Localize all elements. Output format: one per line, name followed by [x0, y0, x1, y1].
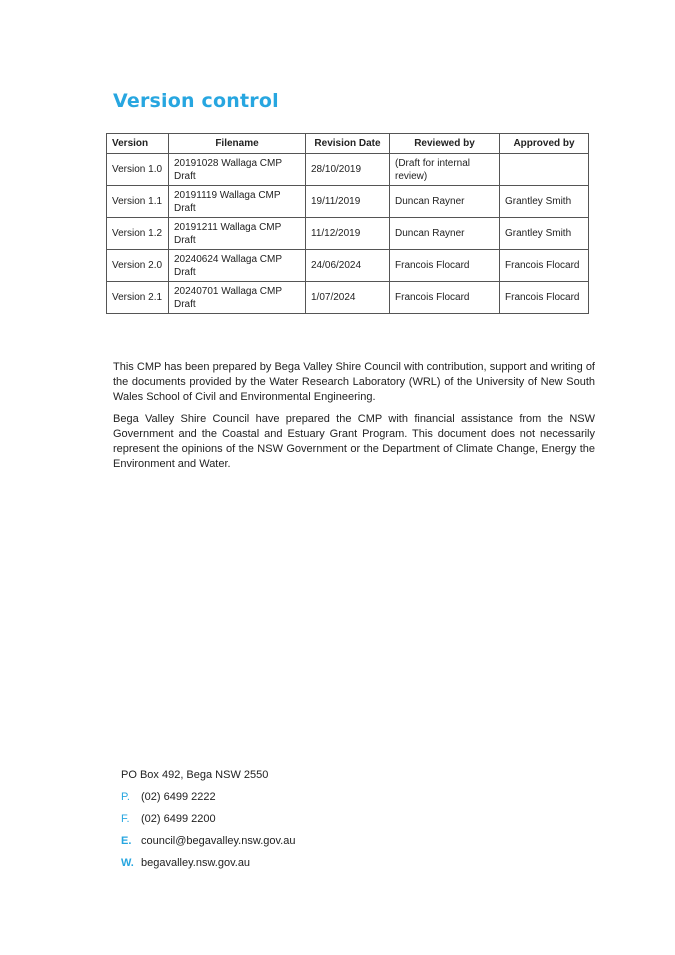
cell-reviewed-by: (Draft for internal review): [390, 154, 500, 186]
cell-version: Version 2.1: [107, 282, 169, 314]
table-row: [107, 218, 589, 250]
postal-address: PO Box 492, Bega NSW 2550: [121, 769, 269, 781]
cell-filename: 20191119 Wallaga CMP Draft: [169, 186, 306, 218]
cell-reviewed-by: Duncan Rayner: [390, 186, 500, 218]
header-reviewed-by: Reviewed by: [390, 134, 500, 154]
cell-version: Version 1.1: [107, 186, 169, 218]
cell-approved-by: [500, 154, 589, 186]
body-text: [113, 360, 595, 479]
email-address: council@begavalley.nsw.gov.au: [141, 835, 296, 847]
cell-approved-by: Grantley Smith: [500, 218, 589, 250]
cell-reviewed-by: Francois Flocard: [390, 250, 500, 282]
email-row: [121, 830, 295, 852]
fax-prefix: F.: [121, 813, 130, 825]
email-prefix: E.: [121, 835, 132, 847]
header-approved-by: Approved by: [500, 134, 589, 154]
cell-reviewed-by: Duncan Rayner: [390, 218, 500, 250]
contact-block: [121, 764, 295, 874]
cell-approved-by: Francois Flocard: [500, 250, 589, 282]
cell-revision-date: 24/06/2024: [306, 250, 390, 282]
cell-version: Version 2.0: [107, 250, 169, 282]
cell-filename: 20191211 Wallaga CMP Draft: [169, 218, 306, 250]
web-row: [121, 852, 295, 874]
table-row: [107, 250, 589, 282]
fax-row: [121, 808, 295, 830]
cell-reviewed-by: Francois Flocard: [390, 282, 500, 314]
paragraph: Bega Valley Shire Council have prepared the CMP with financial assistance from the NSW Government and the Coastal and Estuary Grant Program. This document does not necessarily represent the opinions of the NSW Government or the Department of Climate Change, Energy the Environment and Water.: [113, 413, 595, 470]
cell-revision-date: 19/11/2019: [306, 186, 390, 218]
table-row: [107, 154, 589, 186]
phone-prefix: P.: [121, 791, 130, 803]
cell-revision-date: 28/10/2019: [306, 154, 390, 186]
table-row: [107, 282, 589, 314]
cell-version: Version 1.2: [107, 218, 169, 250]
paragraph: This CMP has been prepared by Bega Valley Shire Council with contribution, support and writing of the documents provided by the Water Research Laboratory (WRL) of the University of New South Wales School of Civil and Environmental Engineering.: [113, 361, 595, 403]
cell-filename: 20240624 Wallaga CMP Draft: [169, 250, 306, 282]
cell-approved-by: Francois Flocard: [500, 282, 589, 314]
table-header-row: [107, 134, 589, 154]
cell-revision-date: 11/12/2019: [306, 218, 390, 250]
table-row: [107, 186, 589, 218]
phone-row: [121, 786, 295, 808]
cell-filename: 20191028 Wallaga CMP Draft: [169, 154, 306, 186]
cell-filename: 20240701 Wallaga CMP Draft: [169, 282, 306, 314]
fax-number: (02) 6499 2200: [141, 813, 216, 825]
cell-version: Version 1.0: [107, 154, 169, 186]
cell-revision-date: 1/07/2024: [306, 282, 390, 314]
address-row: [121, 764, 295, 786]
header-revision-date: Revision Date: [306, 134, 390, 154]
cell-approved-by: Grantley Smith: [500, 186, 589, 218]
phone-number: (02) 6499 2222: [141, 791, 216, 803]
header-version: Version: [107, 134, 169, 154]
header-filename: Filename: [169, 134, 306, 154]
website: begavalley.nsw.gov.au: [141, 857, 251, 869]
version-control-table: [106, 133, 589, 314]
page-title: Version control: [113, 90, 279, 112]
web-prefix: W.: [121, 857, 134, 869]
